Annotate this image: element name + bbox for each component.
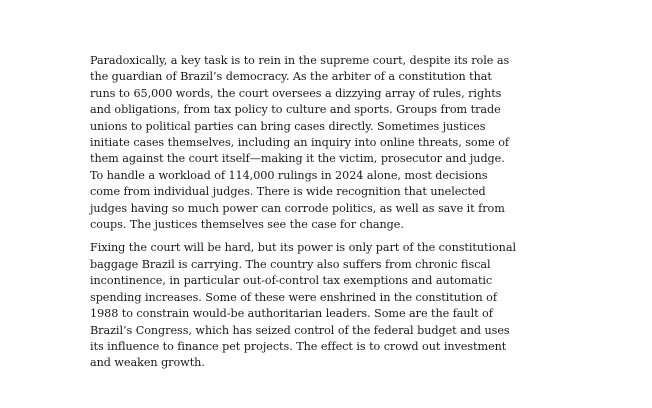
article-paragraph-1: Paradoxically, a key task is to rein in the supreme court, despite its role as the guardian of Brazil’s democracy. As the arbiter of a constitution that runs to 65,000 words, the court oversees a dizzying array of rules, rights and obligations, from tax policy to culture and sports. Groups from trade unions to political parties can bring cases directly. Sometimes justices initiate cases themselves, including an inquiry into online threats, some of them against the court itself—making it the victim, prosecutor and judge. To handle a workload of 114,000 rulings in 2024 alone, most decisions come from individual judges. There is wide recognition that unelected judges having so much power can corrode politics, as well as save it from coups. The justices themselves see the case for change. xyxy=(90,54,510,232)
article-paragraph-2: Fixing the court will be hard, but its power is only part of the constitutional baggage Brazil is carrying. The country also suffers from chronic fiscal incontinence, in particular out-of-control tax exemptions and automatic spending increases. Some of these were enshrined in the constitution of 1988 to constrain would-be authoritarian leaders. Some are the fault of Brazil’s Congress, which has seized control of the federal budget and uses its influence to finance pet projects. The effect is to crowd out investment and weaken growth. xyxy=(90,241,516,370)
article-body xyxy=(90,53,520,372)
